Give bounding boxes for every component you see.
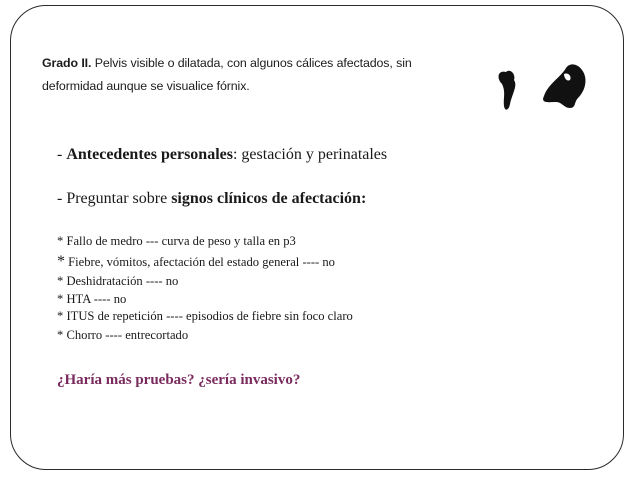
preguntar-line: - Preguntar sobre signos clínicos de afectación: [57,190,367,207]
antecedentes-line: - Antecedentes personales: gestación y perinatales [57,146,388,163]
list-item: * Deshidratación ---- no [57,274,179,288]
caption-line-1-text: Pelvis visible o dilatada, con algunos cálices afectados, sin [94,56,412,70]
list-item: * Fiebre, vómitos, afectación del estado general ---- no [57,253,335,270]
kidney-left-blob [499,71,516,110]
kidney-scan-image [478,56,608,126]
list-item: * HTA ---- no [57,292,127,306]
list-item: * Chorro ---- entrecortado [57,328,189,342]
grade-label: Grado II. [42,56,92,70]
signos-label: signos clínicos de afectación: [171,190,367,207]
list-item: * Fallo de medro --- curva de peso y talla en p3 [57,234,296,248]
antecedentes-label: Antecedentes personales [66,146,233,163]
grade-caption [42,52,462,98]
caption-line-2: deformidad aunque se visualice fórnix. [42,79,250,93]
kidney-right-blob [543,64,585,108]
caption-line-1 [42,52,462,75]
list-item: * ITUS de repetición ---- episodios de fiebre sin foco claro [57,309,353,323]
question-text: ¿Haría más pruebas? ¿sería invasivo? [57,372,301,388]
